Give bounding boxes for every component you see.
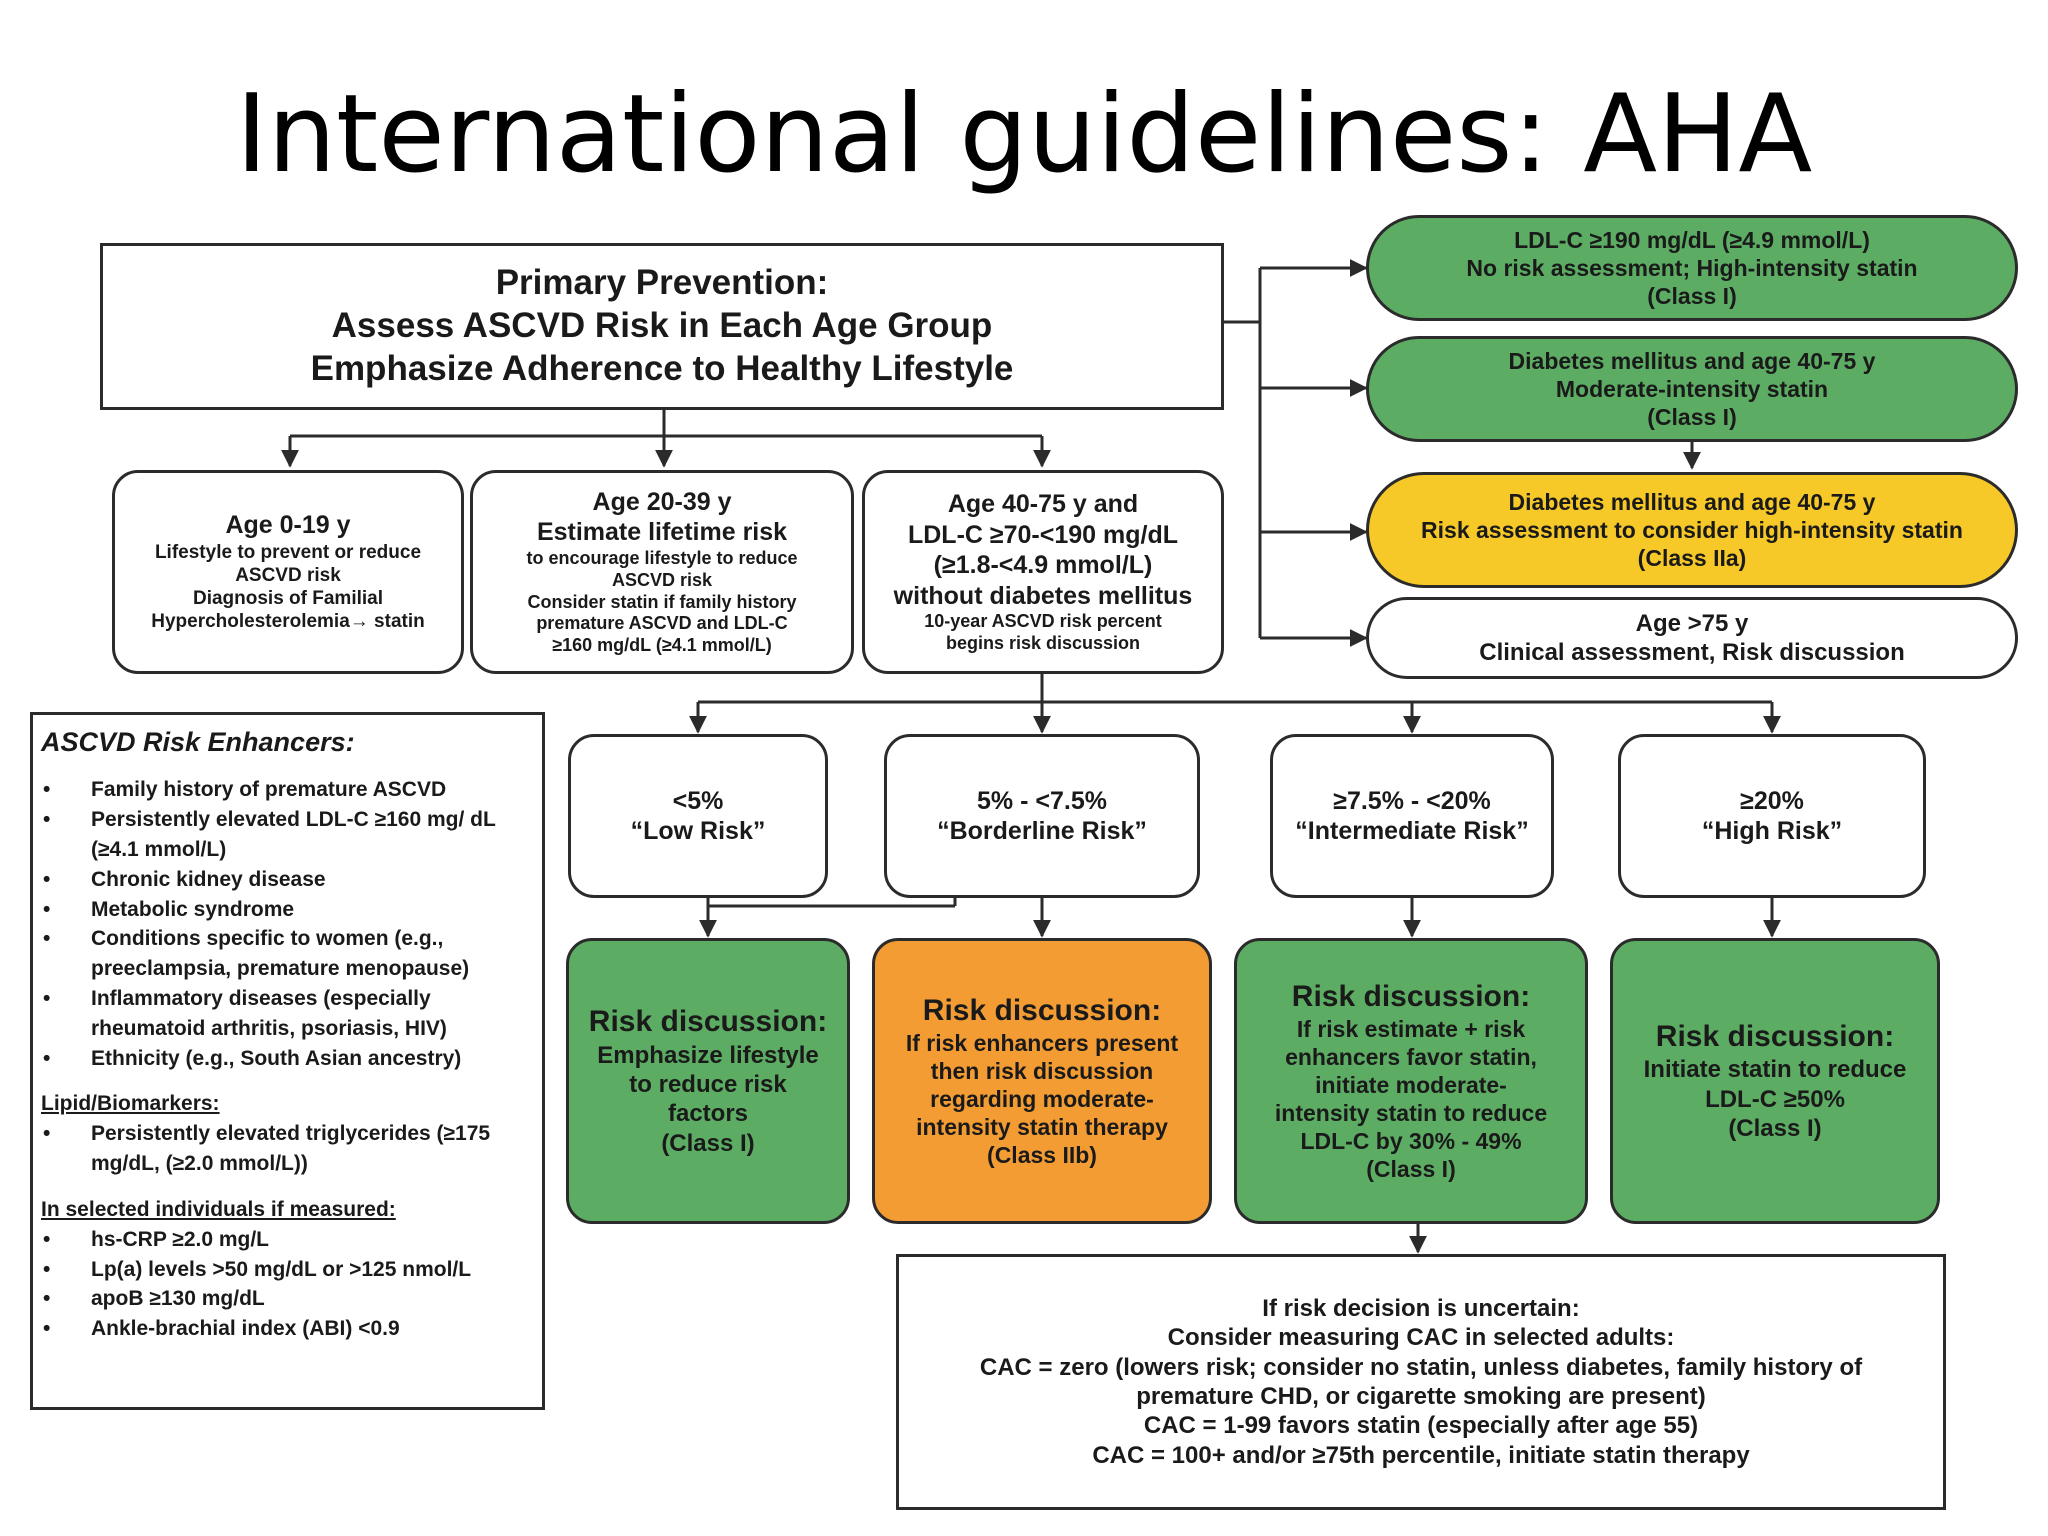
intermediate-risk-range: ≥7.5% - <20%	[1333, 786, 1491, 815]
list-item: • hs-CRP ≥2.0 mg/L	[41, 1225, 532, 1255]
low-risk-label: “Low Risk”	[630, 817, 766, 845]
list-item: • Inflammatory diseases (especially rheumatoid arthritis, psoriasis, HIV)	[41, 984, 532, 1044]
age-20-39-box	[470, 470, 854, 674]
cac-line: If risk decision is uncertain:	[1262, 1295, 1580, 1323]
age-0-19-line: ASCVD risk	[235, 565, 341, 587]
discussion-line: to reduce risk	[629, 1071, 787, 1099]
borderline-discussion-box	[872, 938, 1212, 1224]
borderline-risk-label: “Borderline Risk”	[937, 817, 1147, 845]
risk-enhancers-list	[41, 775, 532, 1073]
borderline-risk-range: 5% - <7.5%	[977, 786, 1107, 815]
discussion-line: intensity statin therapy	[916, 1114, 1168, 1141]
slide-title: International guidelines: AHA	[235, 72, 1813, 197]
selected-individuals-heading: In selected individuals if measured:	[41, 1197, 396, 1221]
selected-individuals-list	[41, 1225, 532, 1344]
discussion-line: (Class I)	[1728, 1114, 1822, 1142]
age-20-39-line: ≥160 mg/dL (≥4.1 mmol/L)	[552, 635, 772, 656]
discussion-line: LDL-C by 30% - 49%	[1300, 1128, 1522, 1155]
discussion-line: then risk discussion	[930, 1058, 1154, 1085]
cac-line: premature CHD, or cigarette smoking are present)	[1136, 1383, 1706, 1410]
discussion-line: LDL-C ≥50%	[1705, 1085, 1845, 1113]
lipid-biomarkers-heading: Lipid/Biomarkers:	[41, 1092, 220, 1116]
list-item: • Conditions specific to women (e.g., preeclampsia, premature menopause)	[41, 924, 532, 984]
diabetes-high-line: Risk assessment to consider high-intensity statin	[1421, 516, 1963, 543]
discussion-line: (Class IIb)	[987, 1142, 1097, 1169]
age-20-39-line: premature ASCVD and LDL-C	[536, 613, 788, 634]
discussion-line: (Class I)	[1366, 1156, 1456, 1183]
list-item: • Chronic kidney disease	[41, 865, 532, 895]
list-item: • Persistently elevated triglycerides (≥175 mg/dL, (≥2.0 mmol/L))	[41, 1119, 532, 1179]
low-risk-box	[568, 734, 828, 898]
ldl-190-line: No risk assessment; High-intensity statin	[1466, 254, 1918, 281]
discussion-heading: Risk discussion:	[588, 1005, 828, 1039]
primary-line-3: Emphasize Adherence to Healthy Lifestyle	[310, 348, 1014, 388]
age-over-75-box	[1366, 597, 2018, 679]
age-0-19-line: Hypercholesterolemia→ statin	[151, 611, 425, 633]
diabetes-high-line: (Class IIa)	[1637, 545, 1747, 572]
cac-line: CAC = 100+ and/or ≥75th percentile, initiate statin therapy	[1092, 1441, 1750, 1469]
discussion-line: (Class I)	[661, 1129, 755, 1157]
list-item: • Persistently elevated LDL-C ≥160 mg/ dL (≥4.1 mmol/L)	[41, 805, 532, 865]
age-40-75-line: begins risk discussion	[945, 633, 1141, 653]
age-40-75-line: LDL-C ≥70-<190 mg/dL	[907, 520, 1179, 549]
high-risk-label: “High Risk”	[1701, 817, 1843, 845]
intermediate-risk-label: “Intermediate Risk”	[1295, 817, 1529, 845]
low-risk-discussion-box	[566, 938, 850, 1224]
list-item: • Lp(a) levels >50 mg/dL or >125 nmol/L	[41, 1255, 532, 1285]
diabetes-high-intensity-box	[1366, 472, 2018, 588]
primary-line-1: Primary Prevention:	[495, 263, 829, 303]
age-40-75-line: without diabetes mellitus	[893, 581, 1193, 610]
discussion-line: Initiate statin to reduce	[1643, 1056, 1907, 1084]
low-risk-range: <5%	[672, 786, 724, 815]
diabetes-moderate-box	[1366, 336, 2018, 442]
discussion-line: If risk enhancers present	[905, 1030, 1179, 1057]
age-20-39-line: ASCVD risk	[611, 569, 713, 590]
ldl-190-line: LDL-C ≥190 mg/dL (≥4.9 mmol/L)	[1514, 226, 1870, 253]
cac-line: CAC = zero (lowers risk; consider no statin, unless diabetes, family history of	[979, 1353, 1863, 1381]
discussion-heading: Risk discussion:	[1291, 979, 1531, 1013]
age-over-75-line: Clinical assessment, Risk discussion	[1479, 639, 1905, 666]
diabetes-moderate-line: Diabetes mellitus and age 40-75 y	[1508, 347, 1876, 374]
discussion-heading: Risk discussion:	[922, 993, 1162, 1027]
list-item: • Ethnicity (e.g., South Asian ancestry)	[41, 1044, 532, 1074]
high-risk-discussion-box	[1610, 938, 1940, 1224]
risk-enhancers-panel	[30, 712, 545, 1410]
age-0-19-heading: Age 0-19 y	[225, 511, 351, 540]
borderline-risk-box	[884, 734, 1200, 898]
age-20-39-line: Consider statin if family history	[527, 591, 797, 612]
list-item: • apoB ≥130 mg/dL	[41, 1284, 532, 1314]
age-0-19-line: Lifestyle to prevent or reduce	[154, 541, 422, 563]
ldl-190-box	[1366, 215, 2018, 321]
age-40-75-line: 10-year ASCVD risk percent	[924, 611, 1162, 632]
cac-box	[896, 1254, 1946, 1510]
discussion-line: factors	[667, 1100, 749, 1128]
diabetes-moderate-line: (Class I)	[1647, 404, 1737, 431]
list-item: • Ankle-brachial index (ABI) <0.9	[41, 1314, 532, 1344]
discussion-line: intensity statin to reduce	[1274, 1100, 1548, 1127]
primary-line-2: Assess ASCVD Risk in Each Age Group	[331, 306, 993, 346]
diabetes-high-line: Diabetes mellitus and age 40-75 y	[1508, 488, 1876, 515]
high-risk-box	[1618, 734, 1926, 898]
cac-line: CAC = 1-99 favors statin (especially after age 55)	[1143, 1412, 1699, 1440]
discussion-line: If risk estimate + risk	[1296, 1016, 1526, 1043]
lipid-biomarkers-list	[41, 1119, 532, 1179]
list-item: • Family history of premature ASCVD	[41, 775, 532, 805]
intermediate-discussion-box	[1234, 938, 1588, 1224]
discussion-line: initiate moderate-	[1315, 1072, 1507, 1099]
age-40-75-line: Age 40-75 y and	[947, 490, 1139, 519]
diabetes-moderate-line: Moderate-intensity statin	[1555, 375, 1829, 402]
primary-prevention-box	[100, 243, 1224, 410]
cac-line: Consider measuring CAC in selected adults:	[1167, 1324, 1675, 1352]
age-20-39-heading: Age 20-39 y	[592, 487, 732, 516]
age-20-39-subheading: Estimate lifetime risk	[536, 518, 788, 547]
discussion-line: Emphasize lifestyle	[597, 1041, 819, 1069]
list-item: • Metabolic syndrome	[41, 895, 532, 925]
age-over-75-line: Age >75 y	[1635, 609, 1749, 637]
intermediate-risk-box	[1270, 734, 1554, 898]
discussion-line: regarding moderate-	[930, 1086, 1154, 1113]
age-40-75-line: (≥1.8-<4.9 mmol/L)	[933, 551, 1153, 580]
age-0-19-box	[112, 470, 464, 674]
age-20-39-line: to encourage lifestyle to reduce	[526, 547, 798, 568]
high-risk-range: ≥20%	[1740, 786, 1804, 815]
ldl-190-line: (Class I)	[1647, 283, 1737, 310]
age-40-75-box	[862, 470, 1224, 674]
discussion-heading: Risk discussion:	[1655, 1019, 1895, 1053]
risk-enhancers-heading: ASCVD Risk Enhancers:	[41, 727, 355, 757]
discussion-line: enhancers favor statin,	[1285, 1044, 1537, 1071]
age-0-19-line: Diagnosis of Familial	[192, 588, 384, 610]
